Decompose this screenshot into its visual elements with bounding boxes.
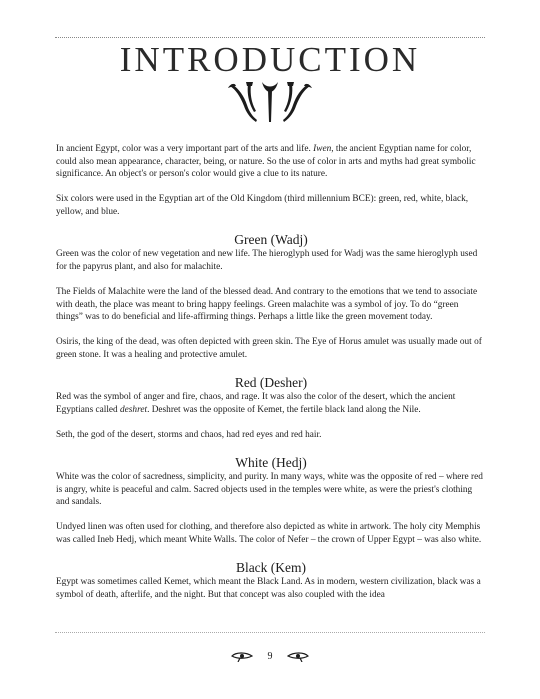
page-number: 9 — [267, 651, 273, 663]
lotus-papyrus-ornament-icon — [226, 80, 314, 124]
intro-paragraph-1: In ancient Egypt, color was a very important part of the arts and life. Iwen, the ancient Egyptian name for color, could also mean appearance, character, being, or nature. So the use of color in arts and myths had great symbolic significance. An object's or person's color would give a clue to its nature. — [56, 144, 476, 180]
section-heading-red: Red (Desher) — [234, 375, 308, 391]
top-dotted-rule — [55, 37, 485, 38]
page-title: INTRODUCTION — [119, 40, 421, 79]
green-paragraph-2: The Fields of Malachite were the land of the blessed dead. And contrary to the emotions that we tend to associate with death, the place was meant to bring happy feelings. Green malachite was a symbol of joy. To do “green things” was to do beneficial and life-affirming things. Perhaps a little like the green movement today. — [56, 286, 478, 323]
black-paragraph-1: Egypt was sometimes called Kemet, which meant the Black Land. As in modern, western civilization, black was a symbol of death, afterlife, and the night. But that concept was also coupled with the idea — [56, 577, 481, 600]
bottom-dotted-rule — [55, 632, 485, 633]
section-heading-black: Black (Kem) — [235, 560, 307, 576]
eye-of-horus-right-icon — [287, 652, 309, 662]
green-paragraph-3: Osiris, the king of the dead, was often depicted with green skin. The Eye of Horus amulet was usually made out of green stone. It was a healing and protective amulet. — [56, 337, 482, 360]
red-paragraph-1: Red was the symbol of anger and fire, chaos, and rage. It was also the color of the desert, which the ancient Egyptians called deshret. Deshret was the opposite of Kemet, the fertile black land along the Nile. — [56, 392, 456, 415]
white-paragraph-2: Undyed linen was often used for clothing, and therefore also depicted as white in artwork. The holy city Memphis was called Ineb Hedj, which meant White Walls. The color of Nefer – the crown of Upper Egypt – was also white. — [56, 522, 482, 546]
page-footer — [0, 651, 540, 662]
green-paragraph-1: Green was the color of new vegetation and new life. The hieroglyph used for Wadj was the same hieroglyph used for the papyrus plant, and also for malachite. — [56, 249, 478, 272]
white-paragraph-1: White was the color of sacredness, simplicity, and purity. In many ways, white was the opposite of red – where red is angry, white is peaceful and calm. Sacred objects used in the temples were white, as were the priest's clothing and sandals. — [56, 472, 483, 508]
article-body — [56, 143, 486, 614]
section-heading-green: Green (Wadj) — [234, 232, 308, 248]
red-paragraph-2: Seth, the god of the desert, storms and chaos, had red eyes and red hair. — [56, 429, 322, 440]
intro-paragraph-2: Six colors were used in the Egyptian art of the Old Kingdom (third millennium BCE): green, red, white, black, yellow, and blue. — [56, 194, 469, 217]
section-heading-white: White (Hedj) — [235, 455, 307, 471]
eye-of-horus-left-icon — [231, 652, 253, 662]
